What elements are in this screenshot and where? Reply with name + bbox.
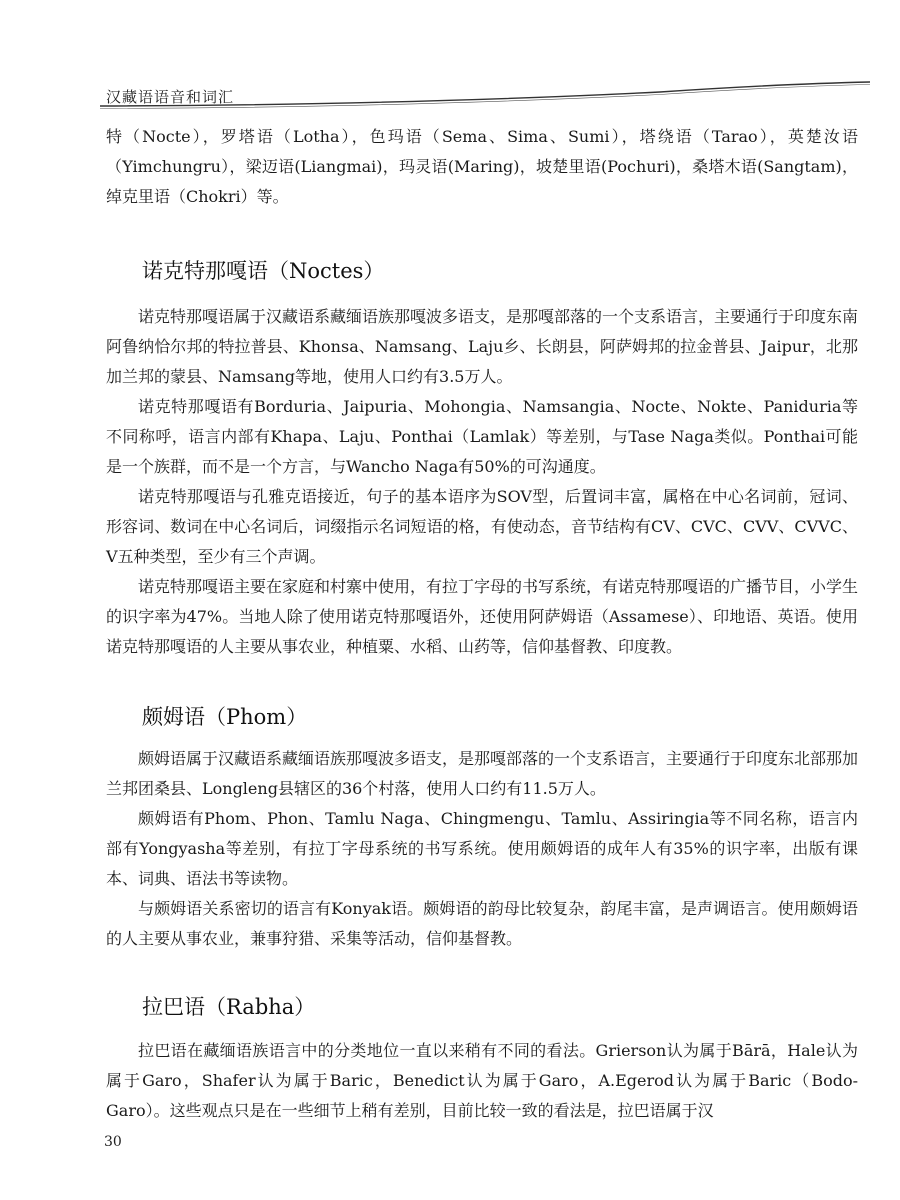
section-heading-phom: 颇姆语（Phom） <box>142 705 308 729</box>
header-rule <box>100 74 870 114</box>
paragraph: 诺克特那嘎语主要在家庭和村寨中使用，有拉丁字母的书写系统，有诺克特那嘎语的广播节目，小学生的识字率为47%。当地人除了使用诺克特那嘎语外，还使用阿萨姆语（Assamese）、印地语、英语。使用诺克特那嘎语的人主要从事农业，种植粟、水稻、山药等，信仰基督教、印度教。 <box>106 577 859 656</box>
paragraph: 诺克特那嘎语属于汉藏语系藏缅语族那嘎波多语支，是那嘎部落的一个支系语言，主要通行于印度东南阿鲁纳恰尔邦的特拉普县、Khonsa、Namsang、Laju乡、长朗县，阿萨姆邦的拉金普县、Jaipur，北那加兰邦的蒙县、Namsang等地，使用人口约有3.5万人。 <box>106 307 859 386</box>
paragraph: 拉巴语在藏缅语族语言中的分类地位一直以来稍有不同的看法。Grierson认为属于Bārā，Hale认为属于Garo，Shafer认为属于Baric，Benedict认为属于Garo，A.Egerod认为属于Baric（Bodo-Garo）。这些观点只是在一些细节上稍有差别，目前比较一致的看法是，拉巴语属于汉 <box>106 1041 858 1120</box>
section-heading-rabha: 拉巴语（Rabha） <box>142 995 316 1019</box>
running-head: 汉藏语语音和词汇 <box>106 88 235 106</box>
paragraph: 诺克特那嘎语有Borduria、Jaipuria、Mohongia、Namsangia、Nocte、Nokte、Paniduria等不同称呼，语言内部有Khapa、Laju、Ponthai（Lamlak）等差别，与Tase Naga类似。Ponthai可能是一个族群，而不是一个方言，与Wancho Naga有50%的可沟通度。 <box>106 397 858 476</box>
section-heading-noctes: 诺克特那嘎语（Noctes） <box>142 259 385 283</box>
paragraph: 诺克特那嘎语与孔雅克语接近，句子的基本语序为SOV型，后置词丰富，属格在中心名词前，冠词、形容词、数词在中心名词后，词缀指示名词短语的格，有使动态，音节结构有CV、CVC、CVV、CVVC、V五种类型，至少有三个声调。 <box>106 487 858 566</box>
paragraph: 与颇姆语关系密切的语言有Konyak语。颇姆语的韵母比较复杂，韵尾丰富，是声调语言。使用颇姆语的人主要从事农业，兼事狩猎、采集等活动，信仰基督教。 <box>106 899 858 948</box>
page-body <box>106 122 858 1126</box>
page-number: 30 <box>104 1134 122 1150</box>
intro-paragraph: 特（Nocte），罗塔语（Lotha），色玛语（Sema、Sima、Sumi），塔绕语（Tarao），英楚汝语（Yimchungru），梁迈语(Liangmai)，玛灵语(Maring)，坡楚里语(Pochuri)，桑塔木语(Sangtam)，绰克里语（Chokri）等。 <box>106 127 858 206</box>
paragraph: 颇姆语有Phom、Phon、Tamlu Naga、Chingmengu、Tamlu、Assiringia等不同名称，语言内部有Yongyasha等差别，有拉丁字母系统的书写系统。使用颇姆语的成年人有35%的识字率，出版有课本、词典、语法书等读物。 <box>106 809 858 888</box>
paragraph: 颇姆语属于汉藏语系藏缅语族那嘎波多语支，是那嘎部落的一个支系语言，主要通行于印度东北部那加兰邦团桑县、Longleng县辖区的36个村落，使用人口约有11.5万人。 <box>106 749 859 798</box>
